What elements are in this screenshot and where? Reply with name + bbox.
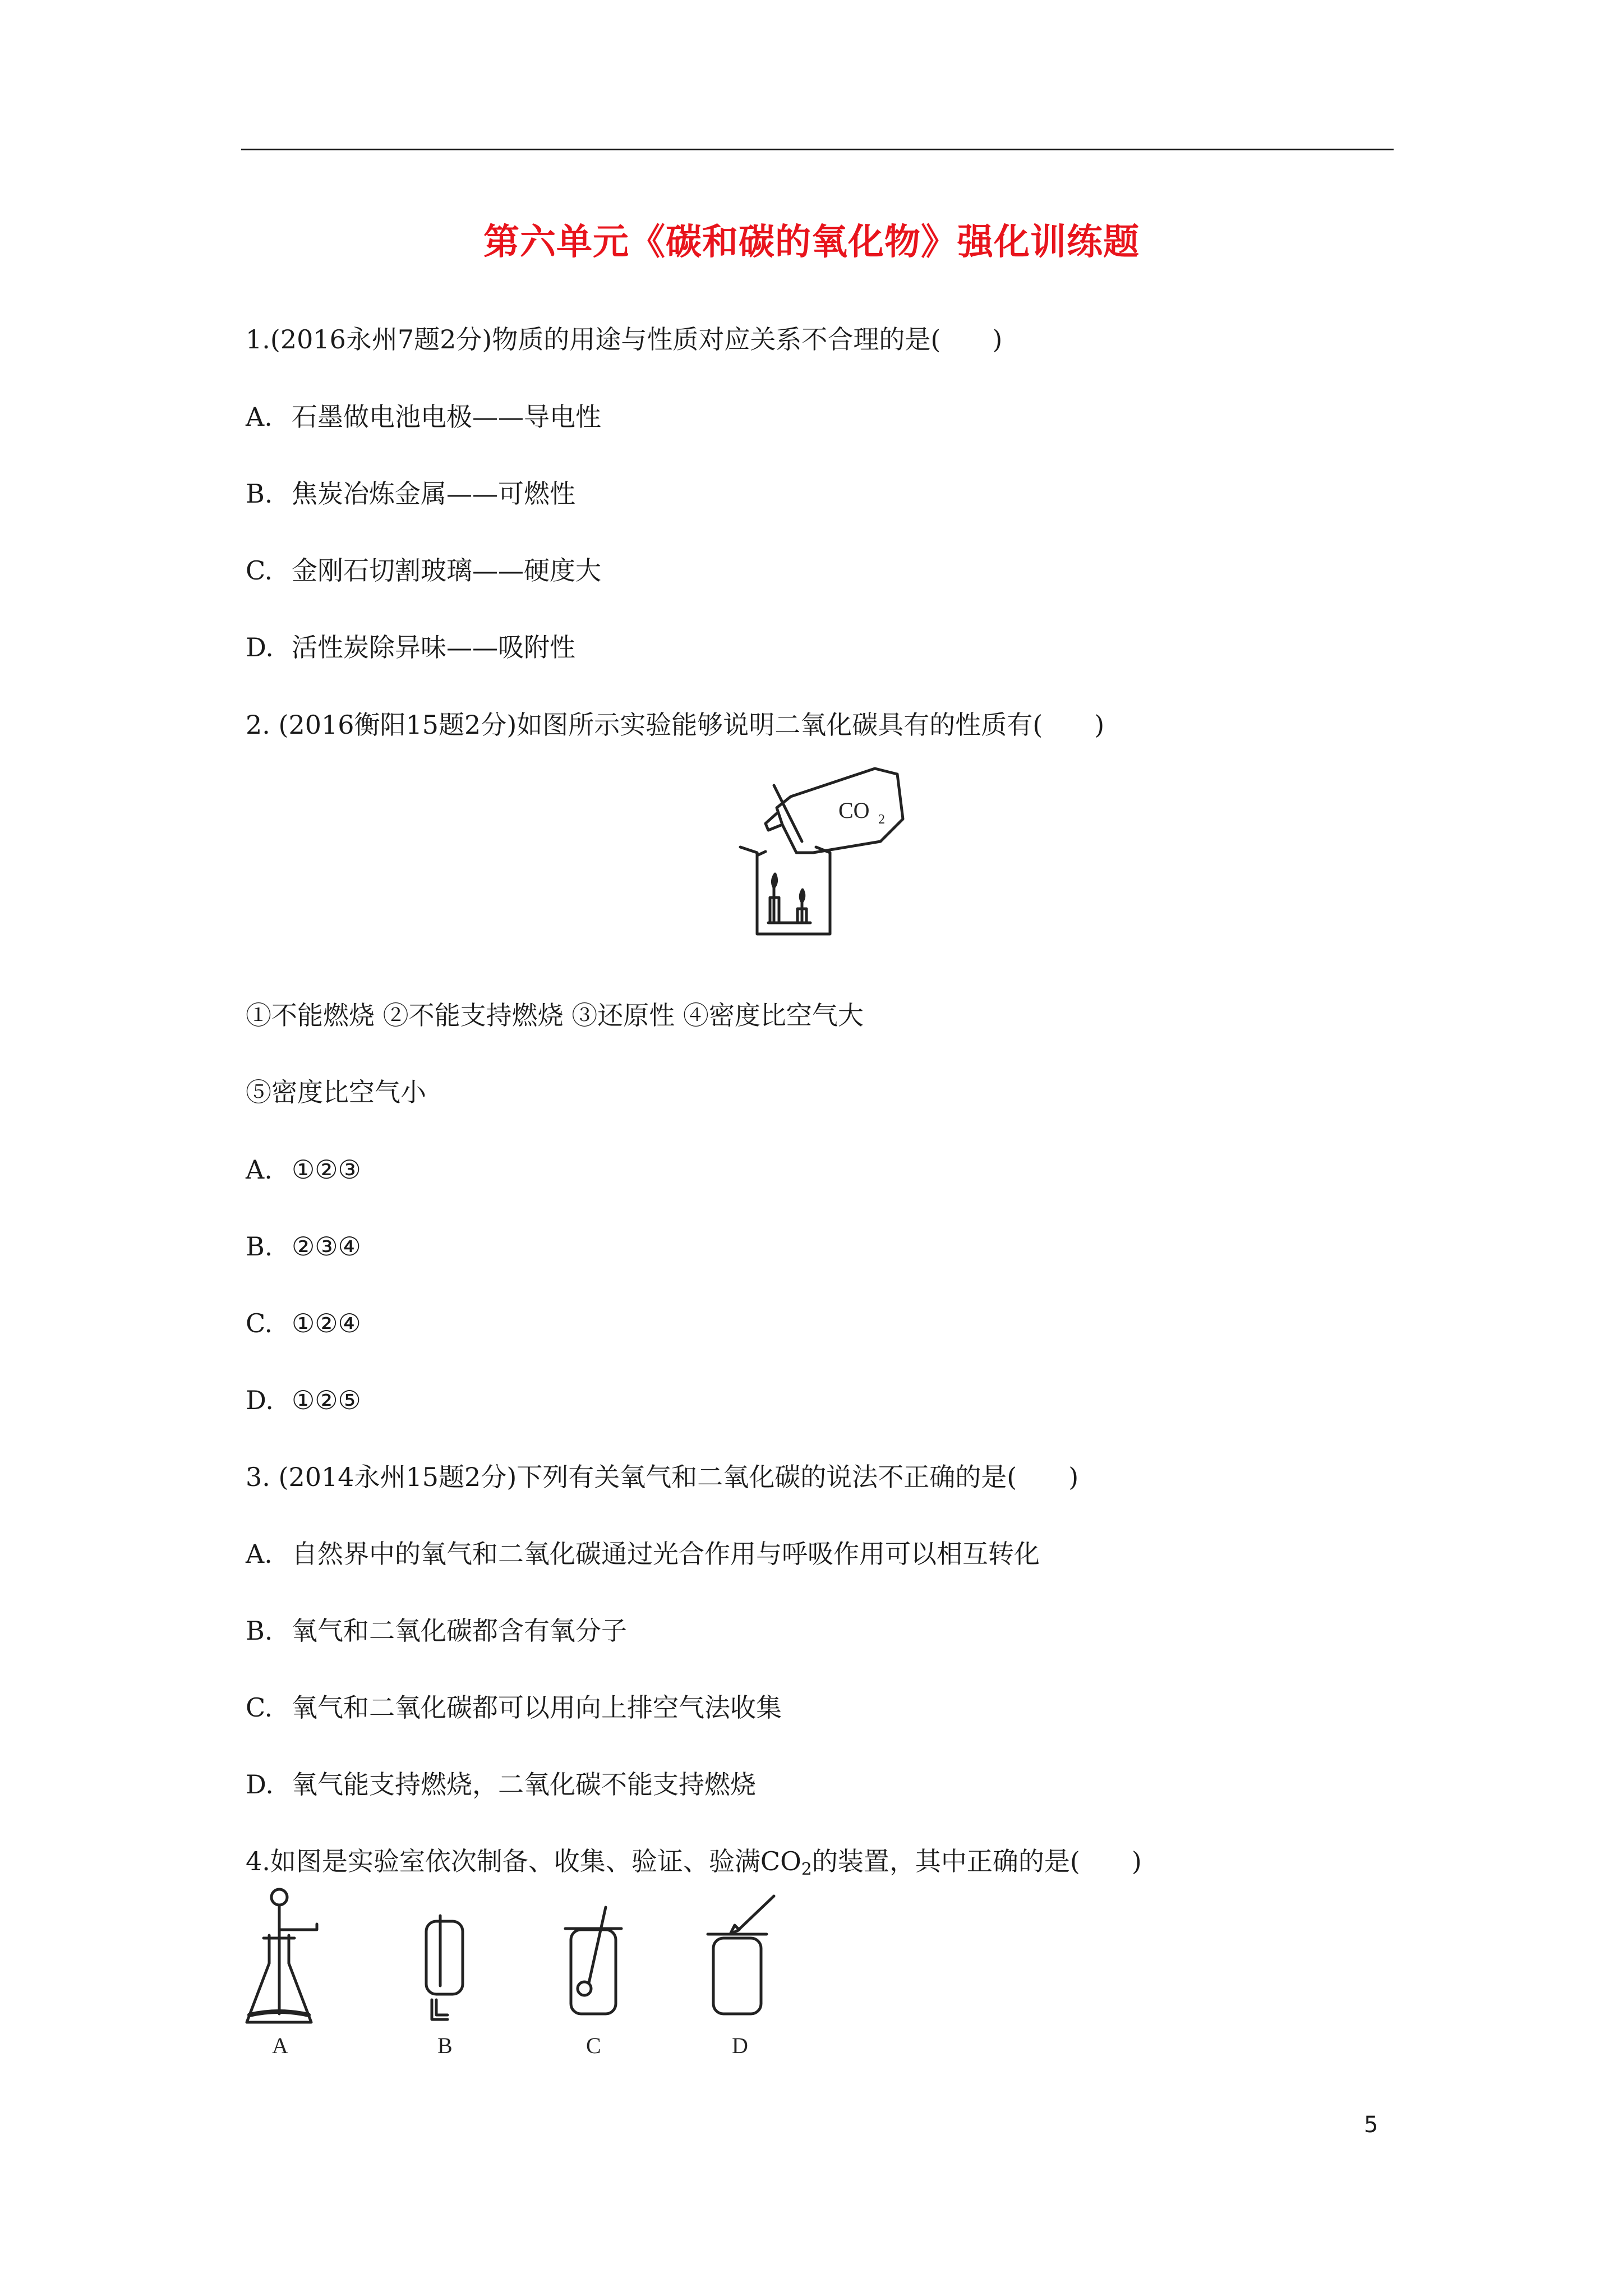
question-2-stem: 2. (2016衡阳15题2分)如图所示实验能够说明二氧化碳具有的性质有( ) (246, 710, 1105, 740)
apparatus-label-a: A (272, 2033, 288, 2058)
beaker-outline (740, 847, 830, 934)
option-text: ①②⑤ (292, 1385, 361, 1415)
question-3-option-a (246, 1537, 1040, 1571)
co2-pouring-figure (735, 757, 914, 942)
question-1-option-b (246, 477, 575, 510)
apparatus-a-flask (247, 1889, 317, 2022)
option-letter: B. (246, 1231, 273, 1262)
option-text: 自然界中的氧气和二氧化碳通过光合作用与呼吸作用可以相互转化 (292, 1539, 1040, 1569)
option-text: 氧气和二氧化碳都含有氧分子 (292, 1616, 627, 1646)
apparatus-c-jar (565, 1907, 621, 2014)
apparatus-figure (241, 1885, 802, 2059)
option-letter: C. (246, 555, 273, 586)
figure-co2-label: CO (838, 798, 870, 823)
option-letter: D. (246, 1769, 274, 1800)
question-1-option-c (246, 554, 601, 587)
header-rule (241, 149, 1394, 150)
apparatus-d-jar (708, 1896, 774, 2014)
question-3-option-d (246, 1768, 756, 1801)
option-text: ①②③ (292, 1154, 361, 1185)
option-text: ②③④ (292, 1231, 361, 1262)
option-text: 氧气能支持燃烧，二氧化碳不能支持燃烧 (292, 1769, 756, 1800)
question-3-stem: 3. (2014永州15题2分)下列有关氧气和二氧化碳的说法不正确的是( ) (246, 1462, 1079, 1492)
question-2-option-c (246, 1306, 361, 1340)
question-1-option-d (246, 631, 575, 664)
option-text: 氧气和二氧化碳都可以用向上排空气法收集 (292, 1692, 782, 1723)
stem-subscript: 2 (801, 1860, 812, 1879)
question-3-option-c (246, 1691, 782, 1724)
option-letter: B. (246, 478, 273, 509)
question-1-stem: 1.(2016永州7题2分)物质的用途与性质对应关系不合理的是( ) (246, 324, 1003, 355)
figure-co2-subscript: 2 (878, 812, 885, 827)
option-text: 焦炭冶炼金属——可燃性 (292, 478, 575, 509)
option-letter: D. (246, 1385, 274, 1415)
apparatus-label-d: D (732, 2033, 748, 2058)
apparatus-label-c: C (586, 2033, 601, 2058)
page-number: 5 (1364, 2112, 1378, 2138)
option-letter: D. (246, 632, 274, 662)
question-1-option-a (246, 400, 601, 434)
question-2-option-d (246, 1383, 361, 1417)
question-2-statements-line-2: ⑤密度比空气小 (246, 1077, 426, 1107)
option-text: 活性炭除异味——吸附性 (292, 632, 575, 662)
question-2-statements-line-1: ①不能燃烧 ②不能支持燃烧 ③还原性 ④密度比空气大 (246, 1000, 864, 1030)
option-letter: A. (246, 1154, 273, 1185)
option-letter: A. (246, 1539, 273, 1569)
stem-before: 4.如图是实验室依次制备、收集、验证、验满CO (246, 1846, 801, 1876)
option-text: ①②④ (292, 1308, 361, 1338)
question-2-option-b (246, 1230, 361, 1263)
stem-after: 的装置，其中正确的是( ) (811, 1846, 1142, 1876)
option-letter: B. (246, 1616, 273, 1646)
apparatus-label-b: B (437, 2033, 453, 2058)
option-text: 石墨做电池电极——导电性 (292, 402, 601, 432)
question-4-stem (246, 1844, 1142, 1887)
question-3-option-b (246, 1614, 627, 1648)
option-letter: C. (246, 1308, 273, 1338)
page-title: 第六单元《碳和碳的氧化物》强化训练题 (483, 221, 1140, 263)
option-text: 金刚石切割玻璃——硬度大 (292, 555, 601, 586)
option-letter: A. (246, 402, 273, 432)
question-2-option-a (246, 1153, 361, 1186)
option-letter: C. (246, 1692, 273, 1723)
apparatus-b-bottle (426, 1916, 463, 2019)
